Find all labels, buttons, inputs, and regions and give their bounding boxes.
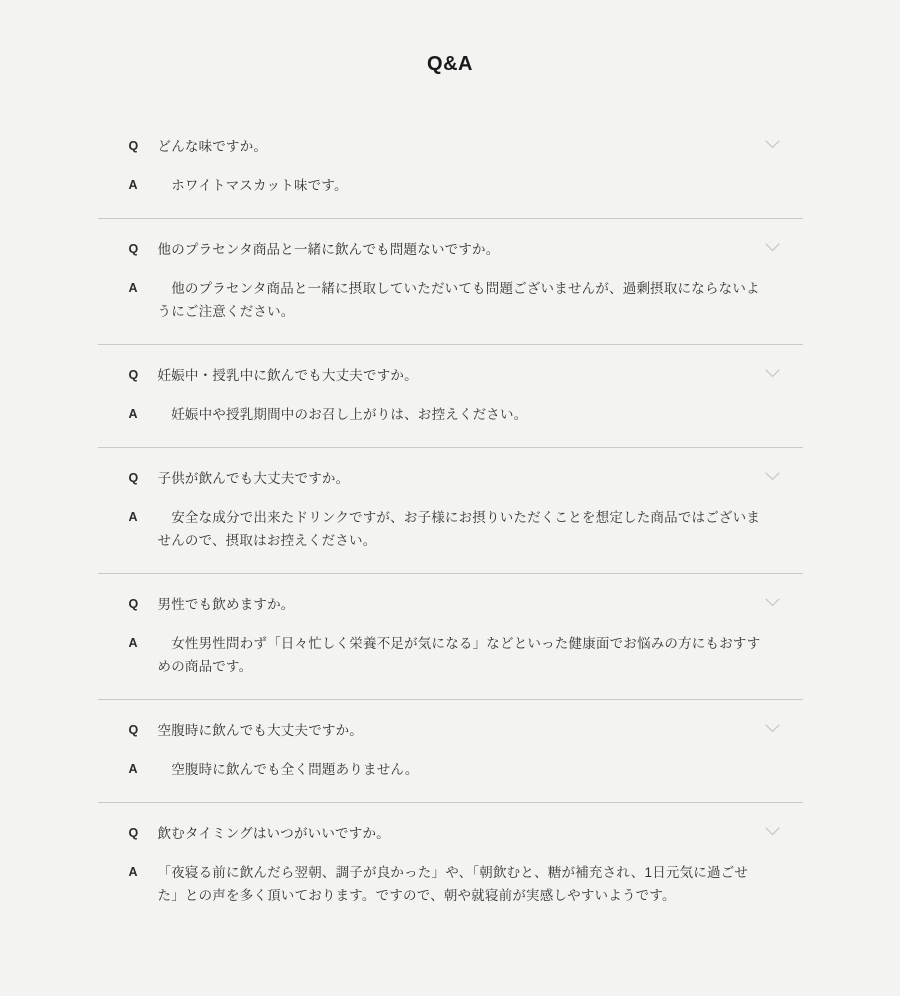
question-text: 他のプラセンタ商品と一緒に飲んでも問題ないですか。 [157,242,500,257]
answer-text: 安全な成分で出来たドリンクですが、お子様にお摂りいただくことを想定した商品ではございませんので、摂取はお控えください。 [157,510,761,548]
faq-answer [98,616,803,699]
question-label: Q [128,597,139,611]
faq-item [98,116,803,218]
answer-text: 「夜寝る前に飲んだら翌朝、調子が良かった」や、「朝飲むと、糖が補充され、1日元気に過ごせた」との声を多く頂いております。ですので、朝や就寝前が実感しやすいようです。 [157,865,749,903]
answer-label: A [128,510,138,524]
faq-answer [98,742,803,802]
faq-question-toggle[interactable] [98,219,803,261]
answer-text: 他のプラセンタ商品と一緒に摂取していただいても問題ございませんが、過剰摂取にならないようにご注意ください。 [157,281,760,319]
answer-label: A [128,178,138,192]
faq-answer [98,490,803,573]
question-label: Q [128,826,139,840]
answer-label: A [128,636,138,650]
faq-question-toggle[interactable] [98,803,803,845]
faq-answer [98,158,803,218]
answer-text: ホワイトマスカット味です。 [157,178,348,193]
answer-text: 空腹時に飲んでも全く問題ありません。 [157,762,419,777]
faq-question-toggle[interactable] [98,700,803,742]
faq-question-toggle[interactable] [98,345,803,387]
answer-label: A [128,281,138,295]
question-label: Q [128,368,139,382]
faq-question-toggle[interactable] [98,448,803,490]
question-text: 飲むタイミングはいつがいいですか。 [157,826,390,841]
question-text: 空腹時に飲んでも大丈夫ですか。 [157,723,363,738]
faq-item [98,344,803,447]
question-text: 子供が飲んでも大丈夫ですか。 [157,471,350,486]
faq-item [98,699,803,802]
faq-item [98,218,803,344]
question-text: どんな味ですか。 [157,139,268,154]
faq-question-toggle[interactable] [98,116,803,158]
question-label: Q [128,139,139,153]
question-text: 男性でも飲めますか。 [157,597,295,612]
faq-item [98,447,803,573]
question-label: Q [128,242,139,256]
faq-item [98,802,803,928]
faq-item [98,573,803,699]
question-label: Q [128,471,139,485]
answer-text: 妊娠中や授乳期間中のお召し上がりは、お控えください。 [157,407,528,422]
faq-list [98,77,803,928]
answer-label: A [128,407,138,421]
answer-label: A [128,762,138,776]
question-label: Q [128,723,139,737]
faq-question-toggle[interactable] [98,574,803,616]
faq-answer [98,845,803,928]
question-text: 妊娠中・授乳中に飲んでも大丈夫ですか。 [157,368,418,383]
faq-answer [98,387,803,447]
answer-label: A [128,865,138,879]
answer-text: 女性男性問わず「日々忙しく栄養不足が気になる」などといった健康面でお悩みの方にもおすすめの商品です。 [157,636,761,674]
page-title: Q&A [427,53,473,75]
faq-answer [98,261,803,344]
